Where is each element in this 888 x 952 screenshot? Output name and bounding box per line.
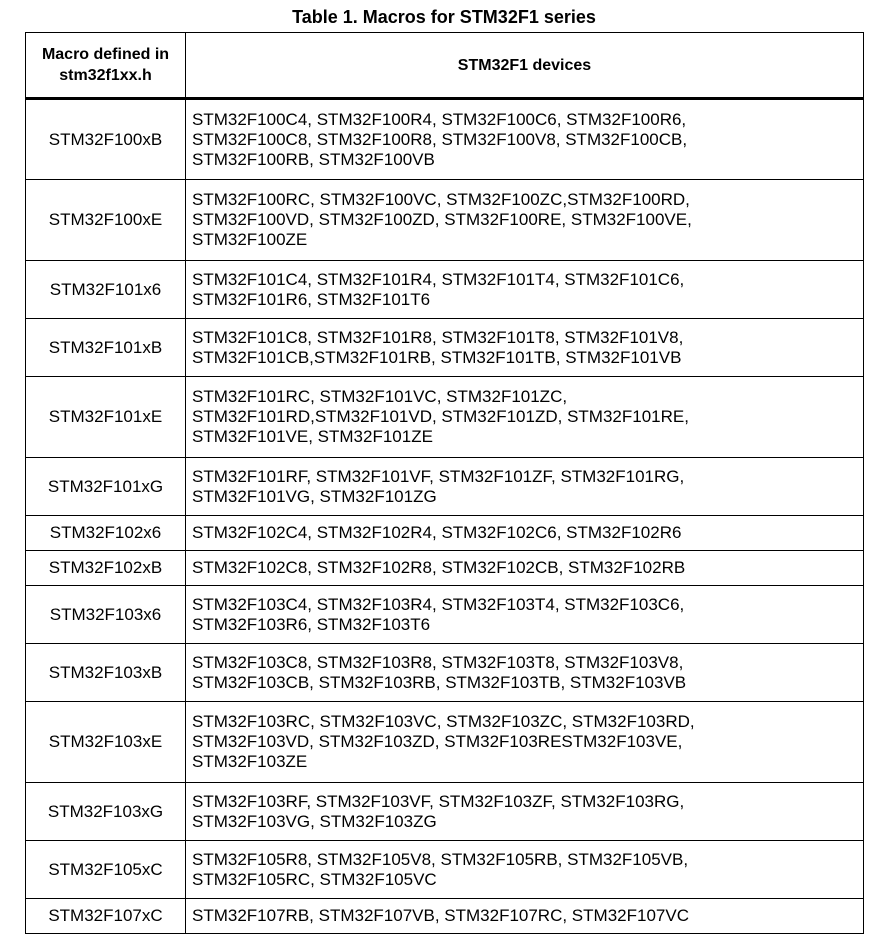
device-list-line: STM32F103VD, STM32F103ZD, STM32F103RESTM32F103VE, (192, 732, 683, 751)
device-list-line: STM32F101CB,STM32F101RB, STM32F101TB, STM32F101VB (192, 347, 682, 367)
device-list-line: STM32F103RC, STM32F103VC, STM32F103ZC, STM32F103RD, (192, 712, 695, 731)
table-row (26, 261, 864, 319)
macro-cell: STM32F100xB (26, 99, 186, 180)
device-list-line: STM32F102C8, STM32F102R8, STM32F102CB, STM32F102RB (192, 558, 686, 577)
devices-cell (186, 899, 864, 934)
devices-cell (186, 702, 864, 783)
devices-cell (186, 841, 864, 899)
devices-cell (186, 644, 864, 702)
devices-cell (186, 551, 864, 586)
macro-cell: STM32F100xE (26, 180, 186, 261)
header-macro-line-2: stm32f1xx.h (59, 67, 152, 84)
device-list-line: STM32F103CB, STM32F103RB, STM32F103TB, STM32F103VB (192, 672, 687, 692)
device-list-line: STM32F101RD,STM32F101VD, STM32F101ZD, STM32F101RE, (192, 407, 689, 426)
device-list-line: STM32F100C8, STM32F100R8, STM32F100V8, STM32F100CB, (192, 129, 688, 149)
devices-cell (186, 783, 864, 841)
macro-cell: STM32F107xC (26, 899, 186, 934)
device-list-line: STM32F100VD, STM32F100ZD, STM32F100RE, STM32F100VE, (192, 210, 692, 229)
device-list-line: STM32F101VG, STM32F101ZG (192, 486, 437, 506)
table-row (26, 644, 864, 702)
device-list-line: STM32F103ZE (192, 752, 308, 771)
device-list-line: STM32F101C8, STM32F101R8, STM32F101T8, STM32F101V8, (192, 327, 684, 347)
macro-cell: STM32F103xB (26, 644, 186, 702)
macro-cell: STM32F105xC (26, 841, 186, 899)
table-body (26, 99, 864, 934)
table-row (26, 702, 864, 783)
device-list-line: STM32F100ZE (192, 230, 308, 249)
table-row (26, 458, 864, 516)
table-row (26, 783, 864, 841)
table-caption: Table 1. Macros for STM32F1 series (292, 7, 596, 27)
table-row (26, 377, 864, 458)
table-row (26, 841, 864, 899)
device-list-line: STM32F103C4, STM32F103R4, STM32F103T4, STM32F103C6, (192, 594, 685, 614)
device-list-line: STM32F103R6, STM32F103T6 (192, 614, 431, 634)
device-list-line: STM32F101VE, STM32F101ZE (192, 427, 433, 446)
devices-cell (186, 516, 864, 551)
macro-cell: STM32F101xB (26, 319, 186, 377)
macro-cell: STM32F101xE (26, 377, 186, 458)
table-header (26, 33, 864, 99)
device-list-line: STM32F105R8, STM32F105V8, STM32F105RB, STM32F105VB, (192, 849, 689, 869)
device-list-line: STM32F100C4, STM32F100R4, STM32F100C6, STM32F100R6, (192, 109, 687, 129)
device-list-line: STM32F105RC, STM32F105VC (192, 869, 437, 889)
macros-table (25, 32, 864, 934)
macro-cell: STM32F102xB (26, 551, 186, 586)
table-row (26, 319, 864, 377)
devices-cell (186, 319, 864, 377)
macro-cell: STM32F103xE (26, 702, 186, 783)
macro-cell: STM32F101xG (26, 458, 186, 516)
device-list-line: STM32F100RB, STM32F100VB (192, 149, 435, 169)
table-row (26, 99, 864, 180)
macro-cell: STM32F103xG (26, 783, 186, 841)
device-list-line: STM32F101RF, STM32F101VF, STM32F101ZF, STM32F101RG, (192, 466, 685, 486)
device-list-line: STM32F100RC, STM32F100VC, STM32F100ZC,STM32F100RD, (192, 190, 690, 209)
devices-cell (186, 377, 864, 458)
header-macro (26, 33, 186, 99)
device-list-line: STM32F102C4, STM32F102R4, STM32F102C6, STM32F102R6 (192, 523, 682, 542)
devices-cell (186, 586, 864, 644)
table-row (26, 180, 864, 261)
table-row (26, 899, 864, 934)
device-list-line: STM32F107RB, STM32F107VB, STM32F107RC, STM32F107VC (192, 906, 689, 925)
devices-cell (186, 458, 864, 516)
device-list-line: STM32F101C4, STM32F101R4, STM32F101T4, STM32F101C6, (192, 269, 685, 289)
device-list-line: STM32F101R6, STM32F101T6 (192, 289, 431, 309)
macro-cell: STM32F103x6 (26, 586, 186, 644)
table-row (26, 516, 864, 551)
macro-cell: STM32F101x6 (26, 261, 186, 319)
device-list-line: STM32F103RF, STM32F103VF, STM32F103ZF, STM32F103RG, (192, 791, 685, 811)
header-devices: STM32F1 devices (186, 33, 864, 99)
device-list-line: STM32F103C8, STM32F103R8, STM32F103T8, STM32F103V8, (192, 652, 684, 672)
macro-cell: STM32F102x6 (26, 516, 186, 551)
device-list-line: STM32F103VG, STM32F103ZG (192, 811, 437, 831)
header-macro-line-1: Macro defined in (41, 46, 170, 63)
header-row (26, 33, 864, 99)
device-list-line: STM32F101RC, STM32F101VC, STM32F101ZC, (192, 387, 568, 406)
devices-cell (186, 180, 864, 261)
devices-cell (186, 261, 864, 319)
table-row (26, 551, 864, 586)
devices-cell (186, 99, 864, 180)
table-row (26, 586, 864, 644)
